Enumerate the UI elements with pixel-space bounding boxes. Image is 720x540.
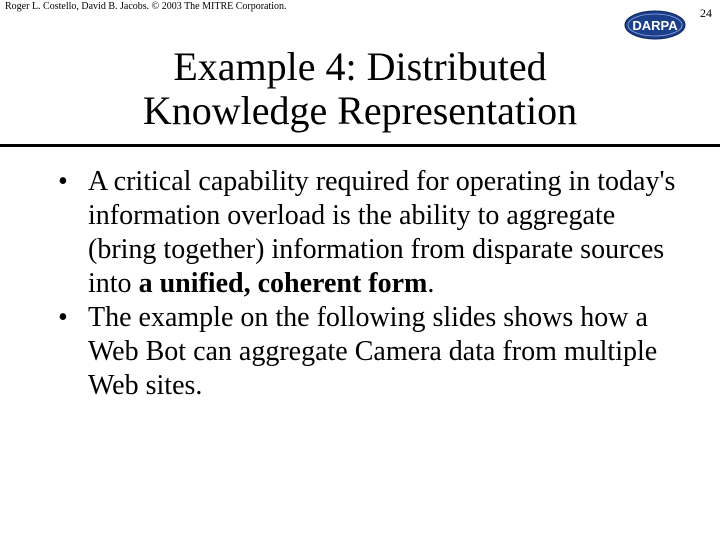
bullet-emphasis: a unified, coherent form (138, 268, 428, 299)
bullet-icon: • (58, 302, 68, 333)
bullet-item-example (58, 301, 678, 403)
slide-title (0, 45, 720, 133)
bullet-text: A critical capability required for operating in today's information overload is the ability to aggregate (bring together) information from disparate sources into (88, 166, 676, 299)
title-line-1: Example 4: Distributed (173, 44, 547, 89)
bullet-text: The example on the following slides shows how a Web Bot can aggregate Camera data from multiple Web sites. (88, 302, 658, 401)
bullet-icon: • (58, 166, 68, 197)
title-line-2: Knowledge Representation (142, 88, 578, 133)
darpa-logo (624, 10, 686, 40)
bullet-list (58, 165, 678, 403)
page-number: 24 (700, 6, 712, 20)
bullet-end: . (427, 268, 435, 299)
logo-text: DARPA (632, 18, 678, 33)
title-divider (0, 144, 720, 147)
bullet-item-aggregation (58, 165, 678, 301)
copyright-credit: Roger L. Costello, David B. Jacobs. © 2003 The MITRE Corporation. (5, 1, 287, 12)
